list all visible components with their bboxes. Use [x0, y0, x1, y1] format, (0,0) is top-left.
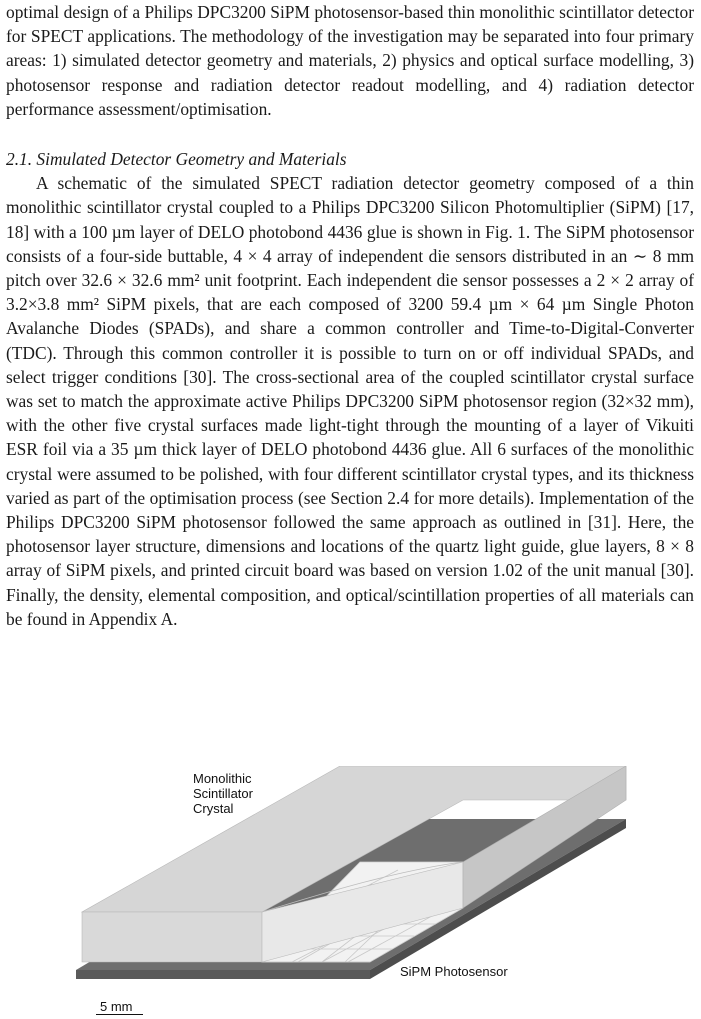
- body-paragraph-intro: optimal design of a Philips DPC3200 SiPM photosensor-based thin monolithic scintillator detector for SPECT applications. The methodology of the investigation may be separated into four primary areas: 1) simulated detector geometry and materials, 2) physics and optical surface modelling, 3) photosensor response and radiation detector readout modelling, and 4) radiation detector performance assessment/optimisation.: [6, 2, 694, 119]
- section-heading: 2.1. Simulated Detector Geometry and Materials: [6, 149, 347, 170]
- sipm-plate-front: [76, 970, 370, 979]
- crystal-front: [82, 912, 262, 962]
- detector-schematic-figure: [0, 766, 701, 1019]
- crystal-label-line: Scintillator: [193, 786, 253, 801]
- sipm-photosensor-label: SiPM Photosensor: [400, 964, 508, 979]
- crystal-label: [193, 771, 313, 816]
- paper-page: [6, 0, 694, 631]
- scale-bar: [96, 1014, 143, 1015]
- detector-schematic-drawing: [0, 766, 701, 1019]
- body-paragraph-geometry: A schematic of the simulated SPECT radiation detector geometry composed of a thin monolithic scintillator crystal coupled to a Philips DPC3200 Silicon Photomultiplier (SiPM) [17, 18] with a 100 µm layer of DELO photobond 4436 glue is shown in Fig. 1. The SiPM photosensor consists of a four-side buttable, 4 × 4 array of independent die sensors distributed in an ∼ 8 mm pitch over 32.6 × 32.6 mm² unit footprint. Each independent die sensor possesses a 2 × 2 array of 3.2×3.8 mm² SiPM pixels, that are each composed of 3200 59.4 µm × 64 µm Single Photon Avalanche Diodes (SPADs), and share a common controller and Time-to-Digital-Converter (TDC). Through this common controller it is possible to turn on or off individual SPADs, and select trigger conditions [30]. The cross-sectional area of the coupled scintillator crystal surface was set to match the approximate active Philips DPC3200 SiPM photosensor region (32×32 mm), with the other five crystal surfaces made light-tight through the mounting of a layer of Vikuiti ESR foil via a 35 µm thick layer of DELO photobond 4436 glue. All 6 surfaces of the monolithic crystal were assumed to be polished, with four different scintillator crystal types, and its thickness varied as part of the optimisation process (see Section 2.4 for more details). Implementation of the Philips DPC3200 SiPM photosensor followed the same approach as outlined in [31]. Here, the photosensor layer structure, dimensions and locations of the quartz light guide, glue layers, 8 × 8 array of SiPM pixels, and printed circuit board was based on version 1.02 of the unit manual [30]. Finally, the density, elemental composition, and optical/scintillation properties of all materials can be found in Appendix A.: [6, 173, 694, 629]
- crystal-label-line: Monolithic: [193, 771, 252, 786]
- crystal-label-line: Crystal: [193, 801, 234, 816]
- scale-bar-label: 5 mm: [100, 999, 133, 1014]
